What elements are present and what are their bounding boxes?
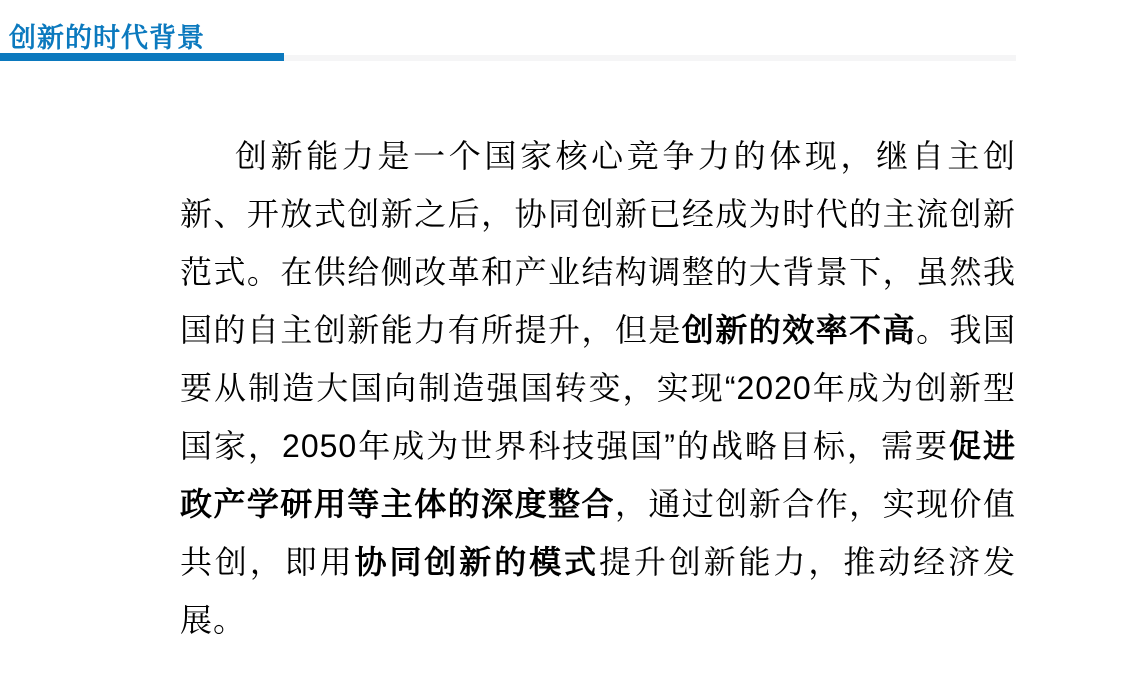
emphasis-run: 促进政产学研用等主体的深度整合 [180, 428, 1016, 522]
text-run: ，通过创新合作，实现价值共创，即用 [180, 486, 1016, 580]
emphasis-run: 协同创新的模式 [354, 544, 599, 580]
text-run: 提升创新能力，推动经济发展。 [180, 544, 1016, 638]
text-run: 。我国要从制造大国向制造强国转变，实现“2020年成为创新型国家，2050年成为世界科技强国”的战略目标，需要 [180, 312, 1016, 464]
slide-title: 创新的时代背景 [9, 23, 205, 53]
body-paragraph [180, 127, 1016, 649]
text-run: 创新能力是一个国家核心竞争力的体现，继自主创新、开放式创新之后，协同创新已经成为时代的主流创新范式。在供给侧改革和产业结构调整的大背景下，虽然我国的自主创新能力有所提升，但是 [180, 138, 1016, 348]
title-underline-track [284, 55, 1016, 61]
emphasis-run: 创新的效率不高 [681, 312, 917, 348]
title-underline-accent [0, 53, 284, 61]
